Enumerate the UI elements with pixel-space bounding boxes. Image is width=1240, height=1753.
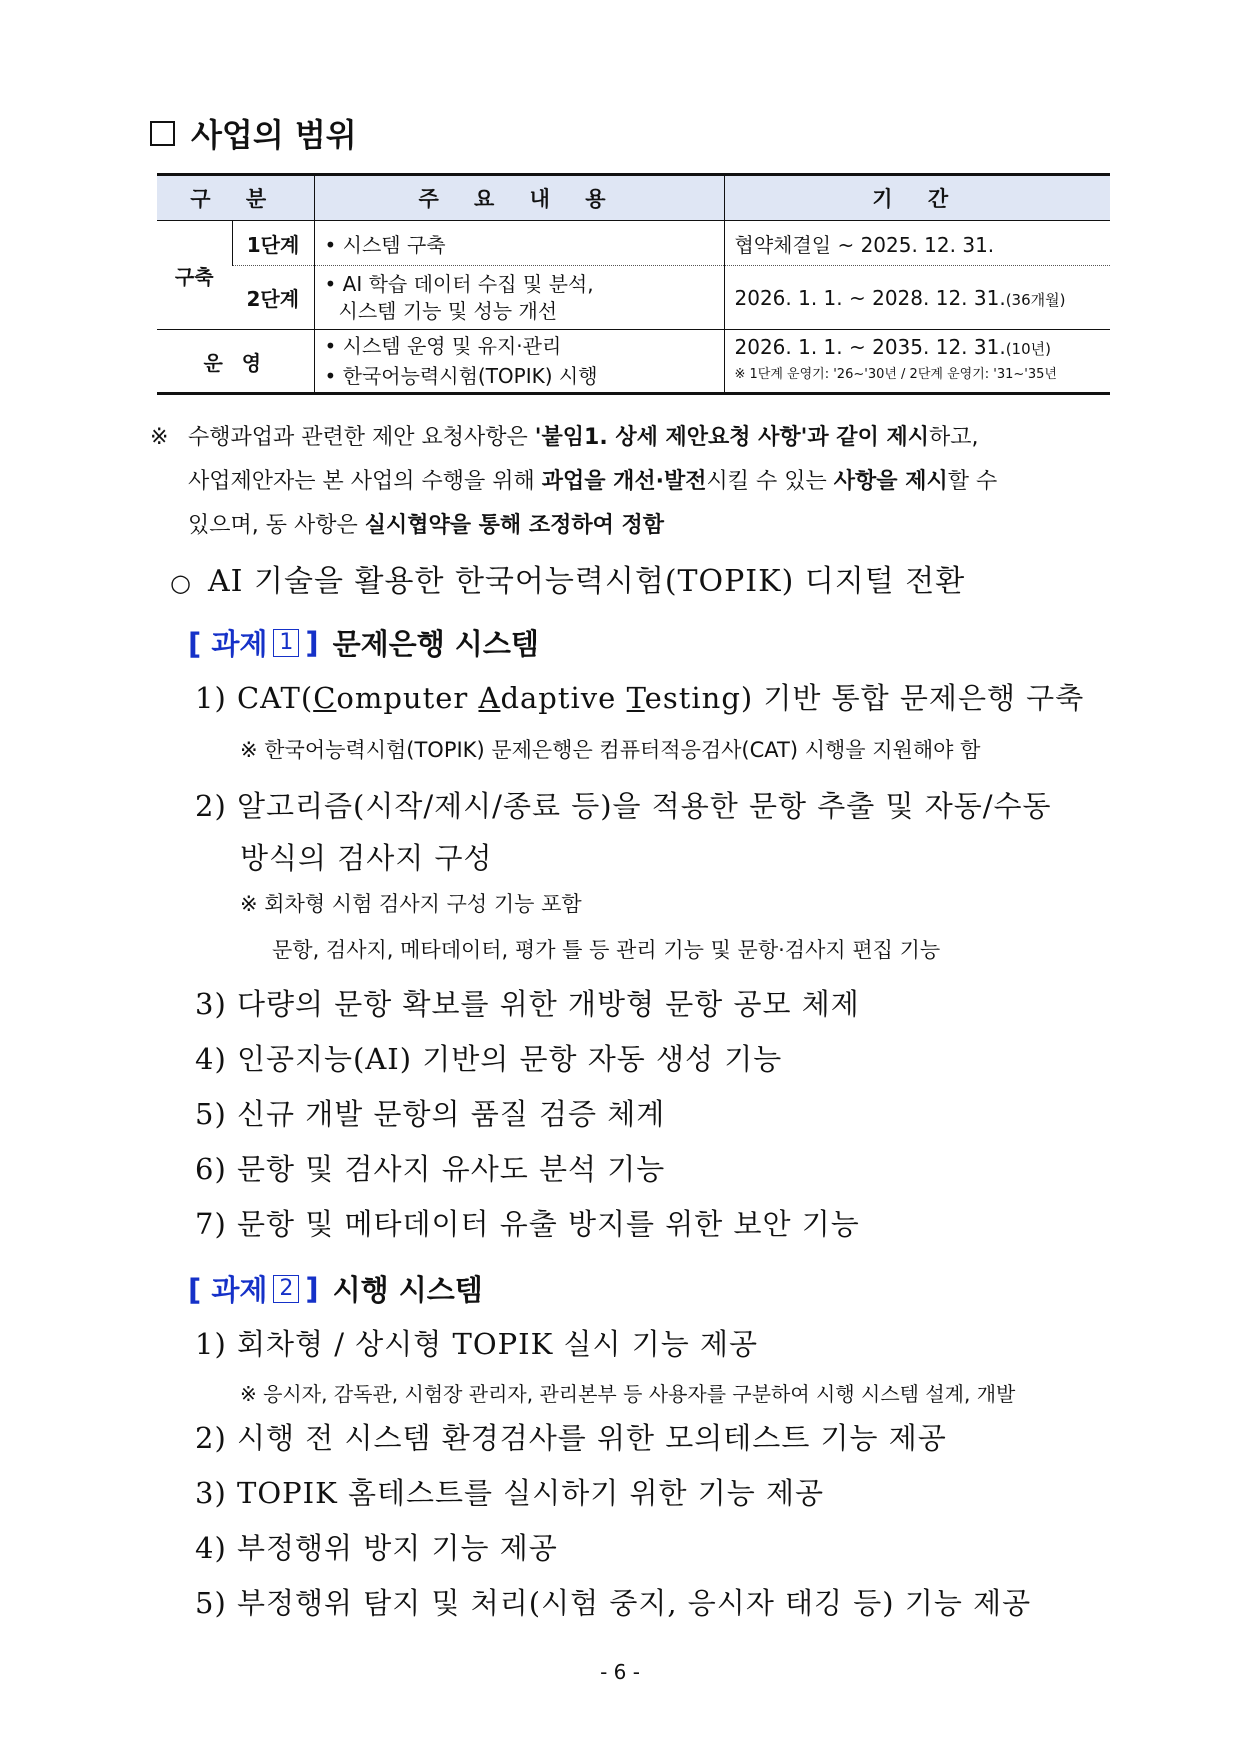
table-header-row [157, 175, 1110, 221]
task-number-box: 2 [273, 1275, 299, 1303]
period-cell [724, 266, 1110, 330]
header-period: 기 간 [724, 175, 1110, 221]
note-mark: ※ [150, 425, 169, 450]
build-label: 구축 [157, 221, 232, 330]
note-text: 시킬 수 있는 [706, 469, 834, 494]
sub-heading-text: AI 기술을 활용한 한국어능력시험(TOPIK) 디지털 전환 [207, 564, 966, 599]
task-title: 문제은행 시스템 [332, 627, 539, 661]
note-bold: 실시협약을 통해 조정하여 정함 [364, 513, 665, 538]
task1-item-4: 4) 인공지능(AI) 기반의 문항 자동 생성 기능 [195, 1042, 783, 1076]
task1-heading [188, 622, 539, 663]
content-line: • 시스템 운영 및 유지·관리 [324, 334, 562, 358]
note-line-2 [188, 460, 997, 504]
table-row [157, 266, 1110, 330]
task-close-bracket: ] [305, 1271, 319, 1306]
item-underline: T [626, 681, 645, 715]
item-text: 1) CAT( [195, 681, 314, 715]
task2-item-5: 5) 부정행위 탐지 및 처리(시험 중지, 응시자 태깅 등) 기능 제공 [195, 1586, 1032, 1620]
item-text: esting) 기반 통합 문제은행 구축 [644, 681, 1085, 715]
header-category: 구 분 [157, 175, 314, 221]
task2-item-1-note: ※ 응시자, 감독관, 시험장 관리자, 관리본부 등 사용자를 구분하여 시행 시스템 설계, 개발 [240, 1382, 1016, 1406]
content-line: • AI 학습 데이터 수집 및 분석, [324, 271, 594, 296]
content-cell [314, 266, 724, 330]
item-underline: C [313, 681, 337, 715]
task-open-bracket: [ 과제 [188, 627, 268, 661]
table-row [157, 221, 1110, 266]
content-cell: • 시스템 구축 [314, 221, 724, 266]
task2-item-3: 3) TOPIK 홈테스트를 실시하기 위한 기능 제공 [195, 1476, 825, 1510]
period-suffix: (36개월) [1005, 290, 1066, 309]
task1-item-1-note: ※ 한국어능력시험(TOPIK) 문제은행은 컴퓨터적응검사(CAT) 시행을 지원해야 함 [240, 738, 981, 762]
content-line: • 한국어능력시험(TOPIK) 시행 [324, 364, 598, 388]
period-text: 2026. 1. 1. ~ 2028. 12. 31. [734, 285, 1006, 310]
sub-heading [170, 556, 965, 600]
task-open-bracket: [ 과제 [188, 1273, 268, 1307]
page-number: - 6 - [600, 1660, 640, 1684]
section-heading-title: 사업의 범위 [191, 116, 357, 154]
period-note: ※ 1단계 운영기: '26~'30년 / 2단계 운영기: '31~'35년 [734, 367, 1057, 382]
circle-bullet-icon: ○ [170, 569, 192, 597]
task2-item-4: 4) 부정행위 방지 기능 제공 [195, 1531, 558, 1565]
note-bold: '붙임1. 상세 제안요청 사항'과 같이 제시 [534, 425, 929, 450]
table-row [157, 330, 1110, 394]
task-number-box: 1 [273, 629, 299, 657]
period-suffix: (10년) [1005, 340, 1051, 358]
stage-cell: 2단계 [232, 266, 314, 330]
scope-table [157, 173, 1110, 395]
content-line: 시스템 기능 및 성능 개선 [338, 298, 558, 323]
task1-item-2: 2) 알고리즘(시작/제시/종료 등)을 적용한 문항 추출 및 자동/수동 [195, 789, 1052, 823]
task1-item-2-note-detail: 문항, 검사지, 메타데이터, 평가 틀 등 관리 기능 및 문항·검사지 편집 기능 [272, 938, 941, 962]
section-heading [150, 110, 357, 156]
task-title: 시행 시스템 [332, 1273, 483, 1307]
stage-cell: 1단계 [232, 221, 314, 266]
item-underline: A [478, 681, 501, 715]
note-text: 하고, [928, 425, 979, 450]
task2-item-2: 2) 시행 전 시스템 환경검사를 위한 모의테스트 기능 제공 [195, 1421, 947, 1455]
item-text: omputer [336, 681, 479, 715]
note-text: 사업제안자는 본 사업의 수행을 위해 [188, 469, 542, 494]
task1-item-2-cont: 방식의 검사지 구성 [240, 841, 493, 875]
note-line-1 [188, 416, 978, 460]
task1-item-7: 7) 문항 및 메타데이터 유출 방지를 위한 보안 기능 [195, 1207, 860, 1241]
period-text: 2026. 1. 1. ~ 2035. 12. 31. [734, 335, 1006, 359]
checkbox-square-icon [150, 121, 175, 146]
task1-item-1 [195, 676, 1084, 717]
header-content: 주 요 내 용 [314, 175, 724, 221]
note-line-3 [188, 504, 664, 548]
period-cell [724, 221, 1110, 266]
item-text: daptive [500, 681, 627, 715]
task1-item-6: 6) 문항 및 검사지 유사도 분석 기능 [195, 1152, 666, 1186]
task-close-bracket: ] [305, 625, 319, 660]
content-cell [314, 330, 724, 394]
note-text: 수행과업과 관련한 제안 요청사항은 [188, 425, 535, 450]
note-bold: 과업을 개선·발전 [541, 469, 707, 494]
task1-item-3: 3) 다량의 문항 확보를 위한 개방형 문항 공모 체제 [195, 987, 860, 1021]
note-bold: 사항을 제시 [833, 469, 948, 494]
task2-item-1: 1) 회차형 / 상시형 TOPIK 실시 기능 제공 [195, 1327, 758, 1361]
task1-item-2-note: ※ 회차형 시험 검사지 구성 기능 포함 [240, 892, 582, 916]
period-cell [724, 330, 1110, 394]
operation-label: 운 영 [157, 330, 314, 394]
note-text: 할 수 [947, 469, 998, 494]
task2-heading [188, 1268, 483, 1309]
period-text: 협약체결일 ~ 2025. 12. 31. [734, 232, 995, 257]
task1-item-5: 5) 신규 개발 문항의 품질 검증 체계 [195, 1097, 666, 1131]
note-text: 있으며, 동 사항은 [188, 513, 365, 538]
